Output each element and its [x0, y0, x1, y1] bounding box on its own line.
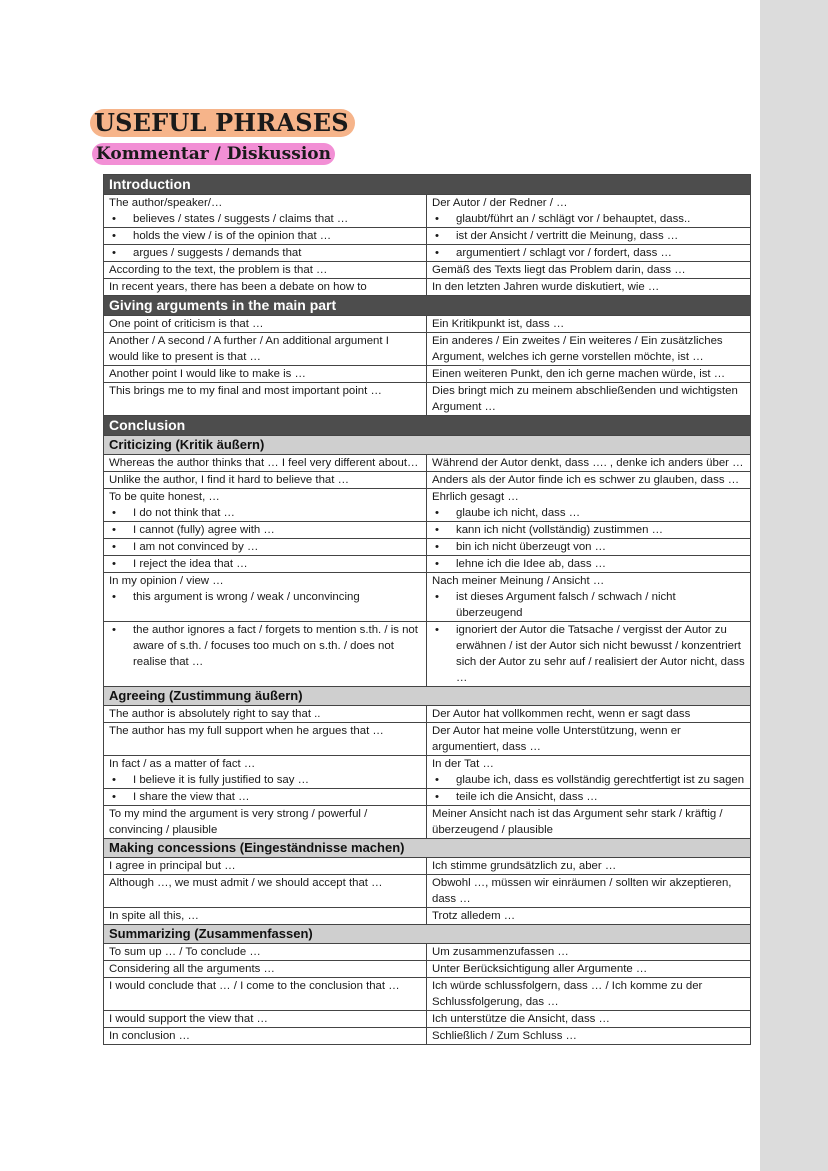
table-row: [104, 556, 751, 573]
english-phrase-cell: [104, 908, 427, 925]
phrase-text: In spite all this, …: [109, 910, 199, 922]
phrase-text: I agree in principal but …: [109, 860, 236, 872]
bullet-item: • ist dieses Argument falsch / schwach / nicht überzeugend: [432, 589, 745, 621]
table-row: [104, 978, 751, 1011]
german-phrase-cell: [427, 961, 751, 978]
section-header: [104, 296, 751, 316]
table-row: [104, 858, 751, 875]
bullet-item: • I do not think that …: [109, 505, 421, 521]
english-phrase-cell: [104, 622, 427, 687]
german-phrase-cell: [427, 944, 751, 961]
phrase-text: Dies bringt mich zu meinem abschließenden und wichtigsten Argument …: [432, 385, 738, 413]
german-phrase-cell: [427, 789, 751, 806]
english-phrase-cell: [104, 875, 427, 908]
phrase-text: Meiner Ansicht nach ist das Argument sehr stark / kräftig / überzeugend / plausible: [432, 808, 723, 836]
bullet-item: • I reject the idea that …: [109, 556, 421, 572]
english-phrase-cell: [104, 472, 427, 489]
table-row: [104, 789, 751, 806]
phrase-text: Unter Berücksichtigung aller Argumente …: [432, 963, 648, 975]
german-phrase-cell: [427, 1011, 751, 1028]
german-phrase-cell: [427, 858, 751, 875]
table-row: [104, 279, 751, 296]
german-phrase-cell: [427, 279, 751, 296]
phrase-text: In der Tat …: [432, 758, 494, 770]
bullet-item: • the author ignores a fact / forgets to mention s.th. / is not aware of s.th. / focuses too much on s.th. / does not realise that …: [109, 622, 421, 670]
phrase-text: Einen weiteren Punkt, den ich gerne machen würde, ist …: [432, 368, 726, 380]
table-row: [104, 756, 751, 789]
phrase-text: One point of criticism is that …: [109, 318, 264, 330]
english-phrase-cell: [104, 806, 427, 839]
page-title: USEFUL PHRASES: [90, 109, 355, 137]
phrase-text: Ehrlich gesagt …: [432, 491, 519, 503]
english-phrase-cell: [104, 195, 427, 228]
german-phrase-cell: [427, 723, 751, 756]
subsection-header-label: Summarizing (Zusammenfassen): [104, 925, 751, 944]
english-phrase-cell: [104, 316, 427, 333]
phrase-text: Unlike the author, I find it hard to believe that …: [109, 474, 349, 486]
bullet-item: • kann ich nicht (vollständig) zustimmen …: [432, 522, 745, 538]
table-row: [104, 723, 751, 756]
phrase-text: In fact / as a matter of fact …: [109, 758, 256, 770]
german-phrase-cell: [427, 195, 751, 228]
english-phrase-cell: [104, 706, 427, 723]
subsection-header: [104, 436, 751, 455]
bullet-item: • teile ich die Ansicht, dass …: [432, 789, 745, 805]
bullet-item: • holds the view / is of the opinion that …: [109, 228, 421, 244]
bullet-item: • argumentiert / schlagt vor / fordert, dass …: [432, 245, 745, 261]
german-phrase-cell: [427, 472, 751, 489]
phrase-text: Der Autor hat meine volle Unterstützung, wenn er argumentiert, dass …: [432, 725, 681, 753]
phrase-text: Ich würde schlussfolgern, dass … / Ich komme zu der Schlussfolgerung, das …: [432, 980, 703, 1008]
english-phrase-cell: [104, 1028, 427, 1045]
phrase-text: Ein anderes / Ein zweites / Ein weiteres / Ein zusätzliches Argument, welches ich gerne vorstellen möchte, ist …: [432, 335, 723, 363]
phrase-text: In den letzten Jahren wurde diskutiert, wie …: [432, 281, 660, 293]
bullet-item: • bin ich nicht überzeugt von …: [432, 539, 745, 555]
english-phrase-cell: [104, 245, 427, 262]
phrase-text: Schließlich / Zum Schluss …: [432, 1030, 577, 1042]
german-phrase-cell: [427, 333, 751, 366]
phrase-text: According to the text, the problem is that …: [109, 264, 328, 276]
subsection-header-label: Agreeing (Zustimmung äußern): [104, 687, 751, 706]
german-phrase-cell: [427, 875, 751, 908]
english-phrase-cell: [104, 789, 427, 806]
bullet-item: • glaubt/führt an / schlägt vor / behauptet, dass..: [432, 211, 745, 227]
english-phrase-cell: [104, 858, 427, 875]
bullet-item: • I share the view that …: [109, 789, 421, 805]
phrase-text: Obwohl …, müssen wir einräumen / sollten wir akzeptieren, dass …: [432, 877, 732, 905]
phrase-text: Ich unterstütze die Ansicht, dass …: [432, 1013, 610, 1025]
table-row: [104, 489, 751, 522]
phrases-table: [103, 174, 751, 1045]
bullet-item: • ignoriert der Autor die Tatsache / vergisst der Autor zu erwähnen / ist der Autor sich nicht bewusst / konzentriert sich der Autor zu sehr auf / realisiert der Autor nicht, dass …: [432, 622, 745, 686]
table-row: [104, 228, 751, 245]
section-header-label: Introduction: [104, 175, 751, 195]
english-phrase-cell: [104, 556, 427, 573]
table-row: [104, 1028, 751, 1045]
english-phrase-cell: [104, 539, 427, 556]
section-header: [104, 416, 751, 436]
table-row: [104, 539, 751, 556]
english-phrase-cell: [104, 978, 427, 1011]
german-phrase-cell: [427, 228, 751, 245]
table-row: [104, 455, 751, 472]
phrase-text: Anders als der Autor finde ich es schwer zu glauben, dass …: [432, 474, 740, 486]
table-row: [104, 944, 751, 961]
phrase-text: To my mind the argument is very strong / powerful / convincing / plausible: [109, 808, 368, 836]
phrase-text: Considering all the arguments …: [109, 963, 275, 975]
english-phrase-cell: [104, 262, 427, 279]
phrase-text: I would conclude that … / I come to the conclusion that …: [109, 980, 400, 992]
german-phrase-cell: [427, 262, 751, 279]
german-phrase-cell: [427, 908, 751, 925]
table-row: [104, 195, 751, 228]
phrase-text: Trotz alledem …: [432, 910, 516, 922]
phrase-text: Ich stimme grundsätzlich zu, aber …: [432, 860, 617, 872]
table-row: [104, 961, 751, 978]
german-phrase-cell: [427, 622, 751, 687]
english-phrase-cell: [104, 1011, 427, 1028]
bullet-item: • I believe it is fully justified to say …: [109, 772, 421, 788]
phrase-text: Während der Autor denkt, dass …. , denke ich anders über …: [432, 457, 744, 469]
table-row: [104, 706, 751, 723]
phrase-text: Der Autor / der Redner / …: [432, 197, 568, 209]
german-phrase-cell: [427, 245, 751, 262]
german-phrase-cell: [427, 455, 751, 472]
phrase-text: In conclusion …: [109, 1030, 191, 1042]
table-row: [104, 522, 751, 539]
german-phrase-cell: [427, 978, 751, 1011]
bullet-item: • glaube ich nicht, dass …: [432, 505, 745, 521]
german-phrase-cell: [427, 383, 751, 416]
phrase-text: Um zusammenzufassen …: [432, 946, 569, 958]
english-phrase-cell: [104, 573, 427, 622]
subsection-header-label: Criticizing (Kritik äußern): [104, 436, 751, 455]
english-phrase-cell: [104, 723, 427, 756]
english-phrase-cell: [104, 366, 427, 383]
page-subtitle: Kommentar / Diskussion: [92, 143, 335, 165]
phrase-text: In recent years, there has been a debate on how to: [109, 281, 367, 293]
english-phrase-cell: [104, 383, 427, 416]
german-phrase-cell: [427, 366, 751, 383]
english-phrase-cell: [104, 944, 427, 961]
bullet-item: • this argument is wrong / weak / unconvincing: [109, 589, 421, 605]
table-row: [104, 1011, 751, 1028]
table-row: [104, 472, 751, 489]
german-phrase-cell: [427, 539, 751, 556]
german-phrase-cell: [427, 556, 751, 573]
phrase-text: Der Autor hat vollkommen recht, wenn er sagt dass: [432, 708, 691, 720]
subsection-header: [104, 925, 751, 944]
subsection-header: [104, 687, 751, 706]
english-phrase-cell: [104, 756, 427, 789]
section-header: [104, 175, 751, 195]
table-row: [104, 262, 751, 279]
bullet-item: • ist der Ansicht / vertritt die Meinung, dass …: [432, 228, 745, 244]
english-phrase-cell: [104, 279, 427, 296]
table-row: [104, 333, 751, 366]
right-margin-bar: [760, 0, 828, 1171]
phrase-text: Whereas the author thinks that … I feel very different about…: [109, 457, 419, 469]
phrase-text: The author/speaker/…: [109, 197, 223, 209]
bullet-item: • I cannot (fully) agree with …: [109, 522, 421, 538]
phrase-text: Although …, we must admit / we should accept that …: [109, 877, 383, 889]
table-row: [104, 366, 751, 383]
phrase-text: Another point I would like to make is …: [109, 368, 306, 380]
table-row: [104, 875, 751, 908]
german-phrase-cell: [427, 1028, 751, 1045]
section-header-label: Conclusion: [104, 416, 751, 436]
phrase-text: Nach meiner Meinung / Ansicht …: [432, 575, 605, 587]
english-phrase-cell: [104, 228, 427, 245]
phrase-text: The author has my full support when he argues that …: [109, 725, 384, 737]
phrase-text: To be quite honest, …: [109, 491, 220, 503]
bullet-item: • I am not convinced by …: [109, 539, 421, 555]
table-row: [104, 383, 751, 416]
german-phrase-cell: [427, 522, 751, 539]
bullet-item: • lehne ich die Idee ab, dass …: [432, 556, 745, 572]
table-row: [104, 245, 751, 262]
english-phrase-cell: [104, 333, 427, 366]
table-row: [104, 908, 751, 925]
english-phrase-cell: [104, 489, 427, 522]
german-phrase-cell: [427, 489, 751, 522]
phrase-text: This brings me to my final and most important point …: [109, 385, 382, 397]
bullet-item: • argues / suggests / demands that: [109, 245, 421, 261]
german-phrase-cell: [427, 706, 751, 723]
subsection-header-label: Making concessions (Eingeständnisse machen): [104, 839, 751, 858]
section-header-label: Giving arguments in the main part: [104, 296, 751, 316]
phrase-text: To sum up … / To conclude …: [109, 946, 261, 958]
table-row: [104, 806, 751, 839]
german-phrase-cell: [427, 316, 751, 333]
table-row: [104, 316, 751, 333]
english-phrase-cell: [104, 961, 427, 978]
english-phrase-cell: [104, 455, 427, 472]
english-phrase-cell: [104, 522, 427, 539]
german-phrase-cell: [427, 756, 751, 789]
table-row: [104, 622, 751, 687]
bullet-item: • glaube ich, dass es vollständig gerechtfertigt ist zu sagen: [432, 772, 745, 788]
phrase-text: I would support the view that …: [109, 1013, 268, 1025]
german-phrase-cell: [427, 806, 751, 839]
german-phrase-cell: [427, 573, 751, 622]
phrase-text: Another / A second / A further / An additional argument I would like to present is that …: [109, 335, 389, 363]
subsection-header: [104, 839, 751, 858]
bullet-item: • believes / states / suggests / claims that …: [109, 211, 421, 227]
phrase-text: Ein Kritikpunkt ist, dass …: [432, 318, 565, 330]
phrase-text: The author is absolutely right to say that ..: [109, 708, 321, 720]
phrase-text: In my opinion / view …: [109, 575, 224, 587]
phrase-text: Gemäß des Texts liegt das Problem darin, dass …: [432, 264, 686, 276]
table-row: [104, 573, 751, 622]
